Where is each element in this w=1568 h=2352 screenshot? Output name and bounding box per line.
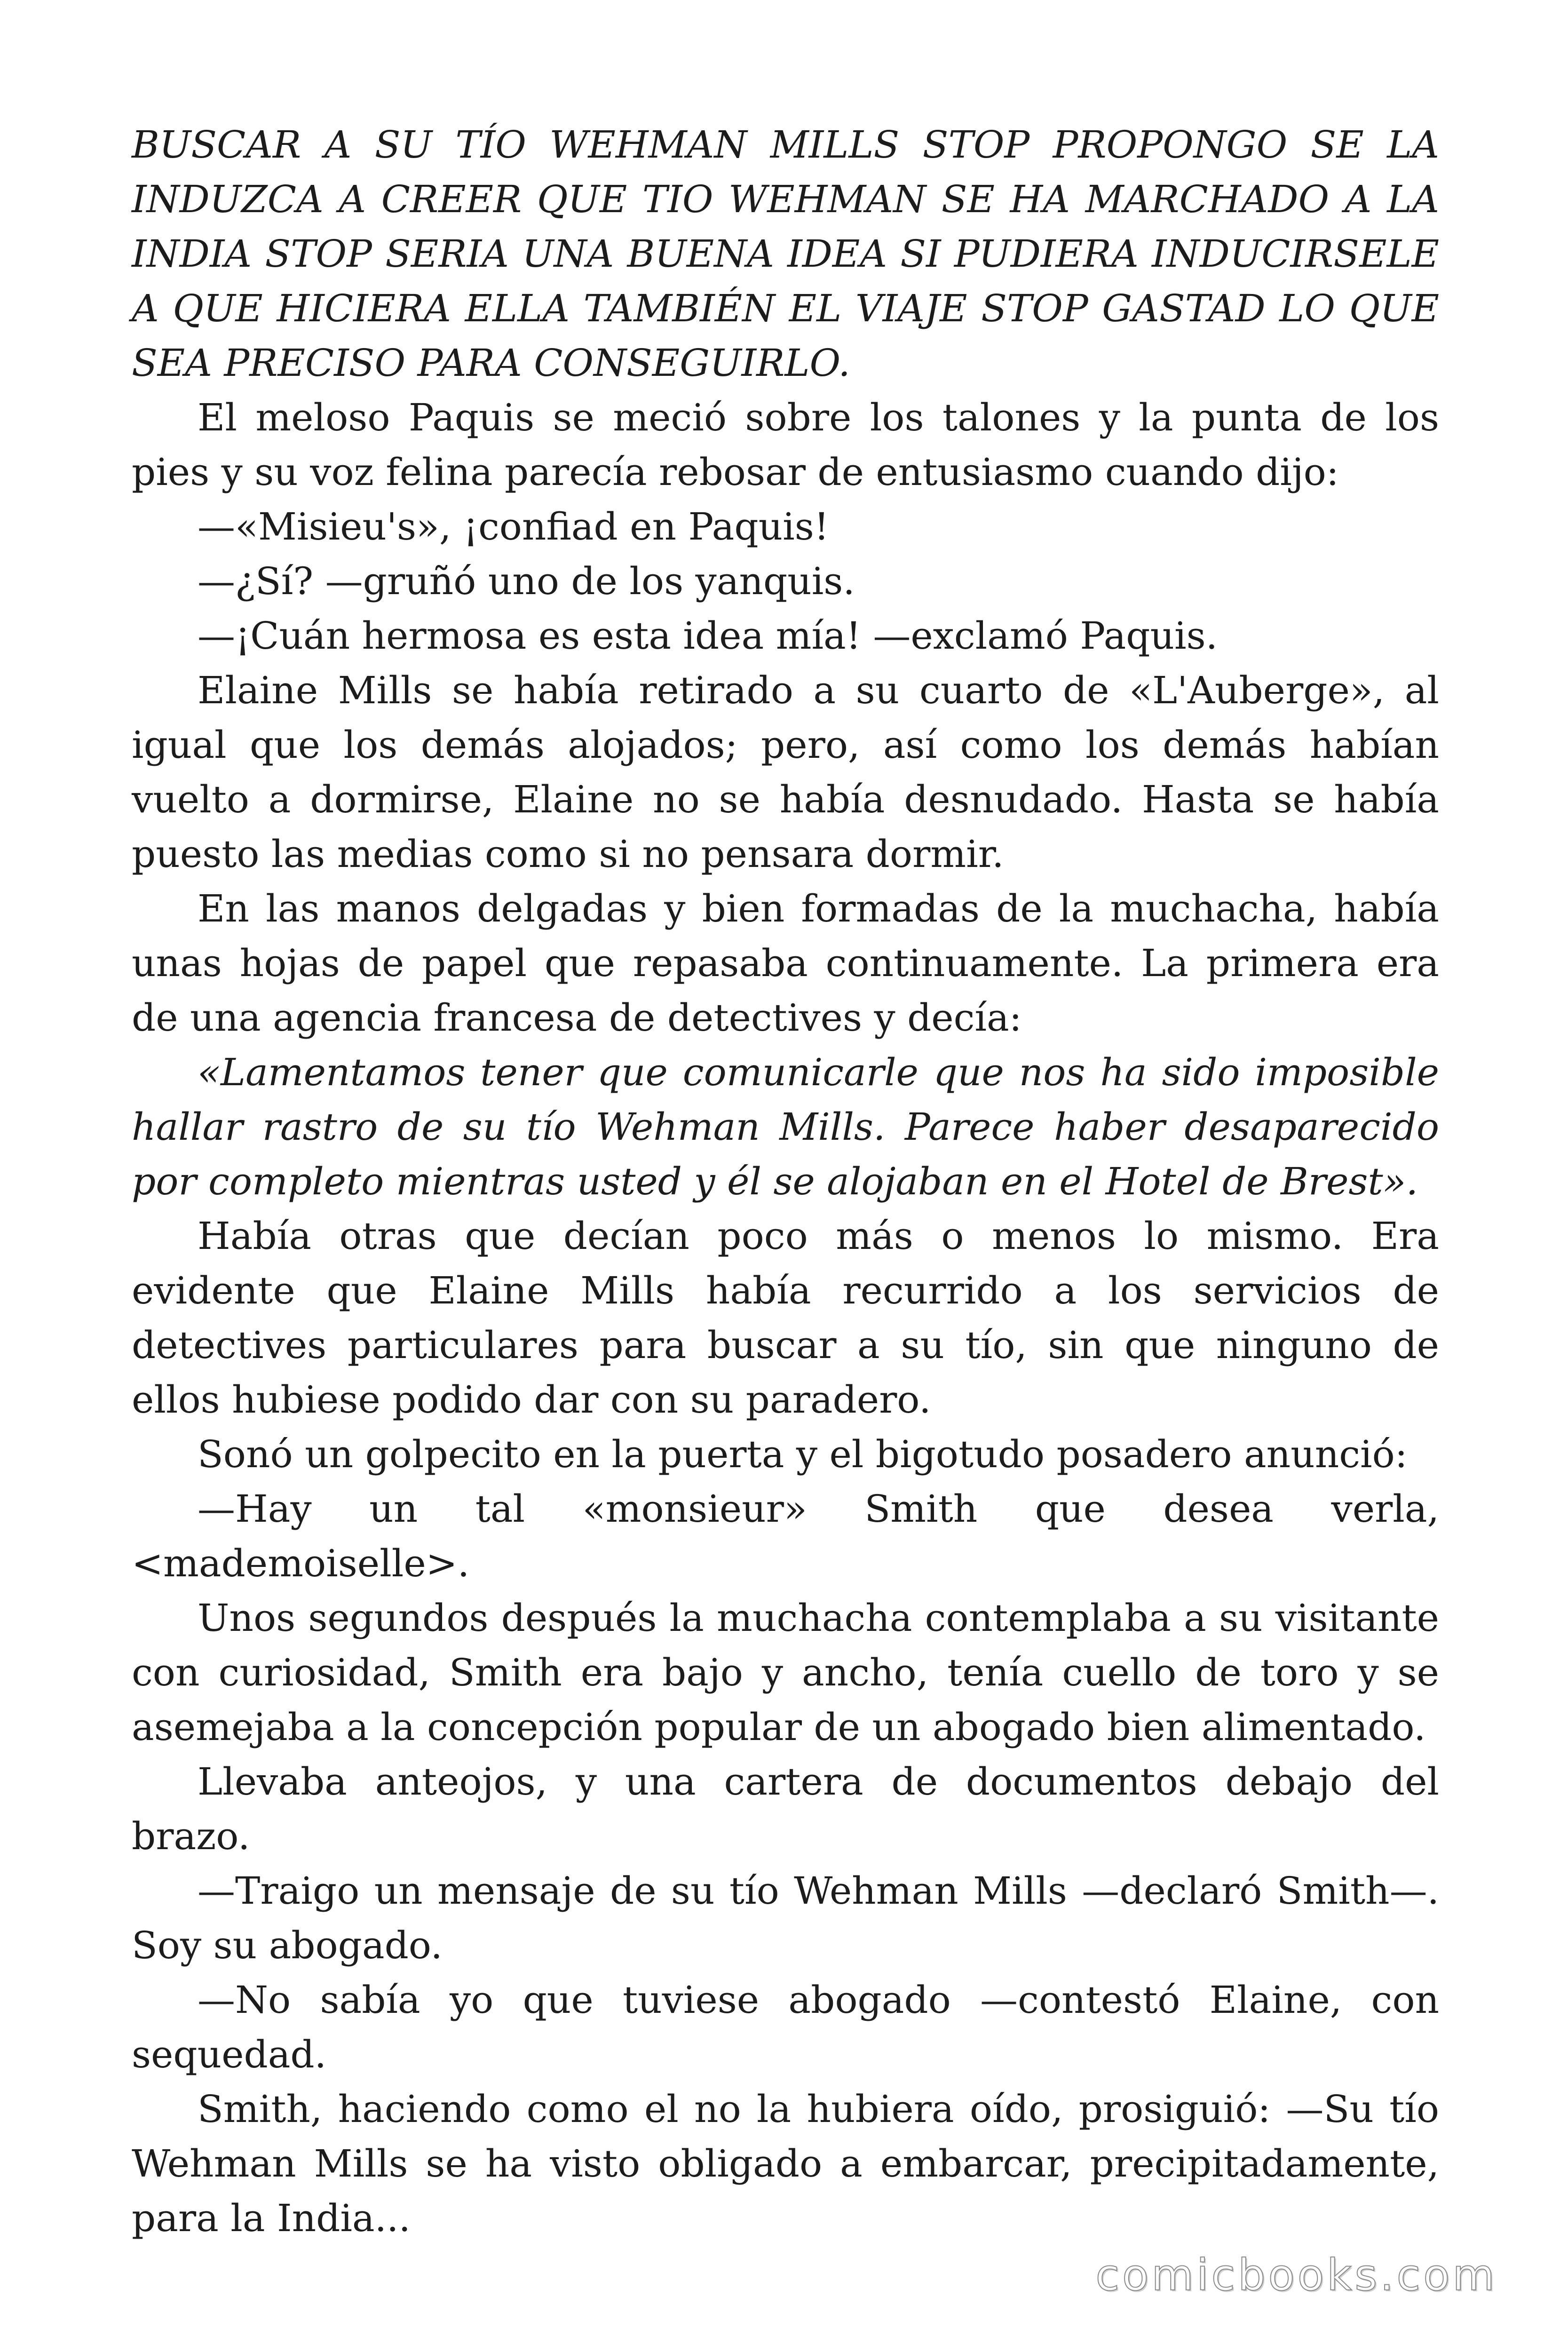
paragraph: Smith, haciendo como el no la hubiera oído, prosiguió: —Su tío Wehman Mills se ha visto obligado a embarcar, precipitadamente, para la India... bbox=[132, 2087, 1439, 2240]
paragraph: El meloso Paquis se meció sobre los talones y la punta de los pies y su voz felina parecía rebosar de entusiasmo cuando dijo: bbox=[132, 396, 1439, 494]
telegram-text: BUSCAR A SU TÍO WEHMAN MILLS STOP PROPONGO SE LA INDUZCA A CREER QUE TIO WEHMAN SE HA MARCHADO A LA INDIA STOP SERIA UNA BUENA IDEA SI PUDIERA INDUCIRSELE A QUE HICIERA ELLA TAMBIÉN EL VIAJE STOP GASTAD LO QUE SEA PRECISO PARA CONSEGUIRLO. bbox=[132, 123, 1439, 385]
paragraph: Unos segundos después la muchacha contemplaba a su visitante con curiosidad, Smith era bajo y ancho, tenía cuello de toro y se asemejaba a la concepción popular de un abogado bien alimentado. bbox=[132, 1596, 1439, 1749]
paragraph: —¿Sí? —gruñó uno de los yanquis. bbox=[198, 559, 855, 603]
page-body bbox=[132, 118, 1439, 2246]
paragraph: —Traigo un mensaje de su tío Wehman Mills —declaró Smith—. Soy su abogado. bbox=[132, 1869, 1439, 1967]
paragraph: —¡Cuán hermosa es esta idea mía! —exclamó Paquis. bbox=[198, 614, 1218, 658]
detective-letter-quote: «Lamentamos tener que comunicarle que nos ha sido imposible hallar rastro de su tío Wehman Mills. Parece haber desaparecido por completo mientras usted y él se alojaban en el Hotel de Brest». bbox=[132, 1050, 1439, 1203]
paragraph: Elaine Mills se había retirado a su cuarto de «L'Auberge», al igual que los demás alojados; pero, así como los demás habían vuelto a dormirse, Elaine no se había desnudado. Hasta se había puesto las medias como si no pensara dormir. bbox=[132, 668, 1439, 876]
paragraph: En las manos delgadas y bien formadas de la muchacha, había unas hojas de papel que repasaba continuamente. La primera era de una agencia francesa de detectives y decía: bbox=[132, 887, 1439, 1040]
paragraph: Sonó un golpecito en la puerta y el bigotudo posadero anunció: bbox=[198, 1432, 1408, 1476]
paragraph: —Hay un tal «monsieur» Smith que desea verla, <mademoiselle>. bbox=[132, 1487, 1439, 1585]
paragraph: —«Misieu's», ¡confiad en Paquis! bbox=[198, 505, 829, 548]
paragraph: Había otras que decían poco más o menos lo mismo. Era evidente que Elaine Mills había recurrido a los servicios de detectives particulares para buscar a su tío, sin que ninguno de ellos hubiese podido dar con su paradero. bbox=[132, 1214, 1439, 1422]
site-watermark: comicbooks.com bbox=[1095, 2250, 1497, 2300]
paragraph: Llevaba anteojos, y una cartera de documentos debajo del brazo. bbox=[132, 1760, 1439, 1858]
paragraph: —No sabía yo que tuviese abogado —contestó Elaine, con sequedad. bbox=[132, 1978, 1439, 2076]
